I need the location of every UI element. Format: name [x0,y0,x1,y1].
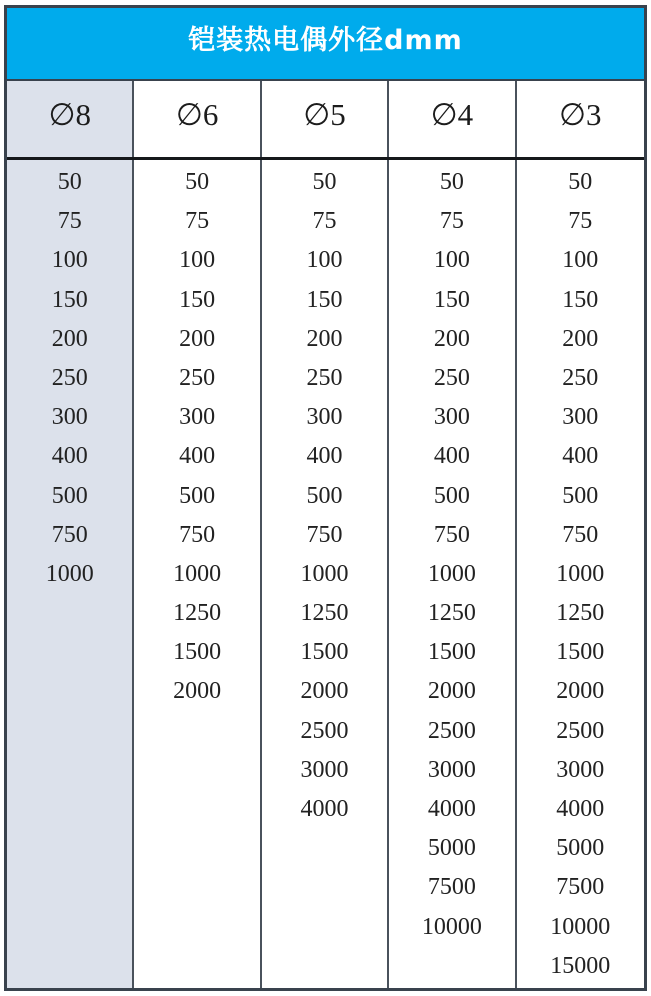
length-value: 2000 [173,678,222,705]
column-values-4 [389,160,516,988]
length-value: 400 [51,443,88,470]
length-value: 100 [433,247,470,274]
column-values-2 [134,160,261,988]
length-value: 150 [562,286,599,313]
length-value: 100 [306,247,343,274]
length-value: 7500 [556,874,605,901]
length-value: 400 [562,443,599,470]
length-value: 500 [306,482,343,509]
length-value: 500 [562,482,599,509]
length-value: 750 [562,521,599,548]
length-value: 75 [568,208,593,235]
length-value: 400 [433,443,470,470]
length-value: 75 [185,208,210,235]
length-value: 750 [433,521,470,548]
length-value: 10000 [421,913,482,940]
length-value: 2500 [300,717,349,744]
column-values-3 [262,160,389,988]
length-value: 2500 [556,717,605,744]
column-header-diameter-2: ∅6 [134,81,261,157]
length-value: 50 [312,169,337,195]
length-value: 75 [312,208,337,235]
length-value: 500 [433,482,470,509]
length-value: 1000 [556,560,605,587]
length-value: 1250 [300,600,349,627]
length-value: 300 [51,404,88,431]
length-value: 7500 [427,874,476,901]
length-value: 750 [179,521,216,548]
column-header-diameter-3: ∅5 [262,81,389,157]
length-value: 250 [562,364,599,391]
column-values-5 [517,160,644,988]
column-header-diameter-4: ∅4 [389,81,516,157]
length-value: 500 [51,482,88,509]
length-value: 250 [433,364,470,391]
length-value: 75 [57,208,82,235]
length-value: 5000 [556,835,605,862]
length-value: 250 [51,364,88,391]
length-value: 400 [179,443,216,470]
length-value: 10000 [550,913,611,940]
length-value: 200 [51,325,88,352]
column-header-row [7,81,644,160]
length-value: 1000 [173,560,222,587]
length-value: 100 [179,247,216,274]
length-value: 15000 [550,952,611,979]
length-value: 200 [562,325,599,352]
length-value: 2000 [300,678,349,705]
length-value: 1250 [427,600,476,627]
length-value: 3000 [427,756,476,783]
length-value: 1000 [45,560,94,587]
length-value: 5000 [427,835,476,862]
length-value: 1500 [300,639,349,666]
length-value: 750 [51,521,88,548]
length-value: 1500 [173,639,222,666]
length-value: 1250 [173,600,222,627]
length-value: 250 [179,364,216,391]
column-values-1 [7,160,134,988]
length-value: 200 [306,325,343,352]
length-value: 300 [306,404,343,431]
length-value: 4000 [300,796,349,822]
length-value: 1000 [300,560,349,587]
length-value: 100 [562,247,599,274]
length-value: 75 [439,208,464,235]
length-value: 150 [51,286,88,313]
length-value: 4000 [556,796,605,822]
length-value: 50 [185,169,210,195]
length-value: 2000 [556,678,605,705]
length-value: 200 [433,325,470,352]
table-title: 铠装热电偶外径dmm [188,25,463,56]
column-header-diameter-1: ∅8 [7,81,134,157]
length-value: 1250 [556,600,605,627]
length-value: 2500 [427,717,476,744]
length-value: 1500 [556,639,605,666]
length-value: 300 [562,404,599,431]
table-title-bar [7,8,644,81]
length-value: 50 [439,169,464,195]
length-value: 3000 [556,756,605,783]
length-value: 2000 [427,678,476,705]
length-value: 150 [433,286,470,313]
length-value: 750 [306,521,343,548]
length-value: 250 [306,364,343,391]
length-value: 4000 [427,796,476,822]
length-value: 1500 [427,639,476,666]
table-body-row [7,160,644,988]
spec-table [4,5,647,991]
length-value: 1000 [427,560,476,587]
length-value: 300 [179,404,216,431]
length-value: 150 [179,286,216,313]
length-value: 200 [179,325,216,352]
length-value: 150 [306,286,343,313]
length-value: 500 [179,482,216,509]
length-value: 3000 [300,756,349,783]
length-value: 400 [306,443,343,470]
length-value: 50 [568,169,593,195]
length-value: 50 [57,169,82,195]
column-header-diameter-5: ∅3 [517,81,644,157]
length-value: 300 [433,404,470,431]
length-value: 100 [51,247,88,274]
